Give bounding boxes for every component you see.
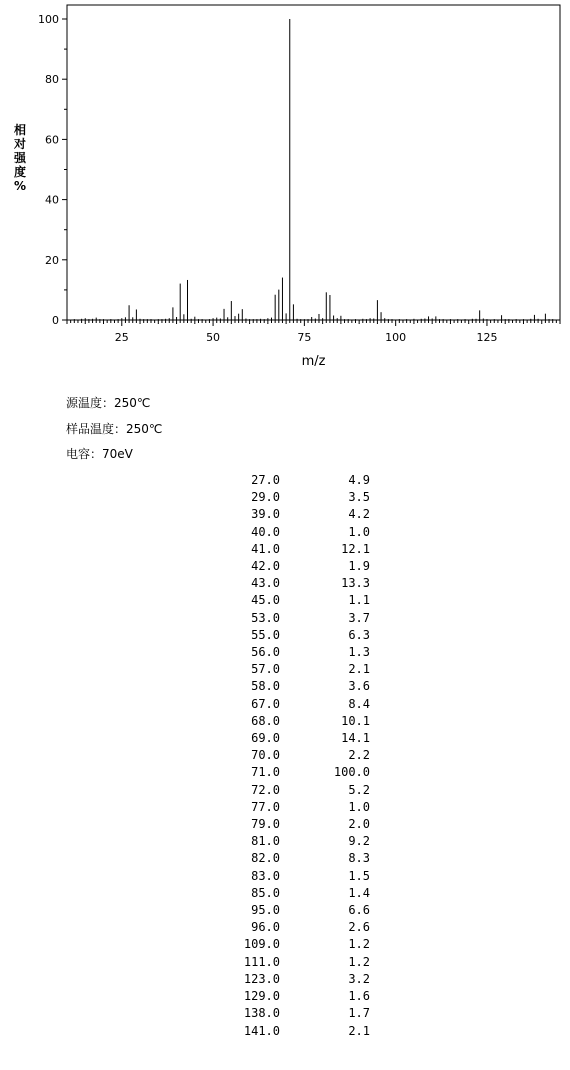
table-row (214, 713, 370, 730)
x-tick-label: 50 (206, 331, 221, 344)
peak-abundance: 2.1 (348, 1023, 370, 1038)
table-row (214, 1005, 370, 1022)
y-tick-label: 20 (45, 253, 59, 267)
table-row (214, 833, 370, 850)
peak-mz: 79.0 (251, 817, 280, 832)
table-row (214, 971, 370, 988)
plot-frame (67, 5, 560, 320)
peak-mz: 41.0 (251, 541, 280, 556)
y-tick-label: 0 (52, 314, 59, 327)
x-tick-label: 125 (476, 331, 498, 344)
sample-temperature: 样品温度：250℃ (66, 422, 163, 436)
peak-abundance: 2.6 (348, 920, 370, 935)
peak-abundance: 2.0 (348, 817, 370, 832)
table-row (214, 644, 370, 661)
peak-abundance: 14.1 (341, 731, 370, 746)
peak-abundance: 3.7 (348, 610, 370, 625)
table-row (214, 627, 370, 644)
peak-abundance: 4.9 (348, 473, 370, 487)
peak-mz: 53.0 (251, 610, 280, 625)
peak-mz: 123.0 (243, 971, 280, 986)
mass-spectrum-chart (0, 0, 570, 380)
table-row (214, 472, 370, 489)
peak-mz: 55.0 (251, 627, 280, 642)
peak-mz: 141.0 (243, 1023, 280, 1038)
source-temperature: 源温度：250℃ (66, 396, 151, 410)
peak-abundance: 1.9 (348, 559, 370, 574)
y-tick-label: 40 (45, 193, 59, 207)
table-row (214, 988, 370, 1005)
peak-mz: 77.0 (251, 799, 280, 814)
x-tick-label: 100 (385, 331, 407, 344)
peak-abundance: 1.1 (348, 593, 370, 608)
peak-mz: 39.0 (251, 507, 280, 522)
table-row (214, 1023, 370, 1040)
table-row (214, 696, 370, 713)
y-tick-label: 100 (38, 13, 59, 26)
table-row (214, 747, 370, 764)
table-row (214, 954, 370, 971)
peak-mz: 111.0 (243, 954, 280, 969)
table-row (214, 489, 370, 506)
peak-mz: 40.0 (251, 524, 280, 539)
peak-abundance: 8.3 (348, 851, 370, 866)
peak-mz: 72.0 (251, 782, 280, 797)
peak-mz: 109.0 (243, 937, 280, 952)
peak-abundance: 1.0 (348, 799, 370, 814)
table-row (214, 610, 370, 627)
table-row (214, 868, 370, 885)
x-tick-label: 75 (297, 331, 312, 344)
table-row (214, 506, 370, 523)
peak-abundance: 9.2 (348, 834, 370, 849)
peak-abundance: 6.3 (348, 627, 370, 642)
peak-abundance: 6.6 (348, 903, 370, 918)
table-row (214, 558, 370, 575)
table-row (214, 919, 370, 936)
peak-abundance: 1.3 (348, 645, 370, 660)
peak-mz: 68.0 (251, 713, 280, 728)
peak-mz: 85.0 (251, 885, 280, 900)
table-row (214, 936, 370, 953)
table-row (214, 816, 370, 833)
peak-abundance: 1.2 (348, 937, 370, 952)
peak-mz: 29.0 (251, 490, 280, 505)
table-row (214, 678, 370, 695)
table-row (214, 885, 370, 902)
table-row (214, 764, 370, 781)
peak-abundance: 3.6 (348, 679, 370, 694)
peak-abundance: 1.6 (348, 989, 370, 1004)
peak-mz: 67.0 (251, 696, 280, 711)
peak-mz: 42.0 (251, 559, 280, 574)
peak-mz: 82.0 (251, 851, 280, 866)
peak-abundance: 13.3 (341, 576, 370, 591)
peak-mz: 43.0 (251, 576, 280, 591)
peak-abundance: 3.2 (348, 971, 370, 986)
peak-mz: 70.0 (251, 748, 280, 763)
table-row (214, 782, 370, 799)
peak-abundance: 1.7 (348, 1006, 370, 1021)
peak-mz: 138.0 (243, 1006, 280, 1021)
peak-abundance: 8.4 (348, 696, 370, 711)
peak-mz: 56.0 (251, 645, 280, 660)
table-row (214, 850, 370, 867)
peak-abundance: 4.2 (348, 507, 370, 522)
table-row (214, 592, 370, 609)
peak-mz: 45.0 (251, 593, 280, 608)
peak-abundance: 10.1 (341, 713, 370, 728)
y-tick-label: 80 (45, 73, 59, 87)
peak-abundance: 1.2 (348, 954, 370, 969)
x-axis-label: m/z (301, 354, 326, 369)
peak-mz: 27.0 (251, 473, 280, 487)
table-row (214, 541, 370, 558)
peak-mz: 58.0 (251, 679, 280, 694)
peak-abundance: 2.1 (348, 662, 370, 677)
table-row (214, 730, 370, 747)
x-tick-label: 25 (114, 331, 129, 344)
peak-mz: 129.0 (243, 989, 280, 1004)
table-row (214, 524, 370, 541)
peak-mz: 69.0 (251, 731, 280, 746)
y-axis-label: 相对强度% (13, 123, 27, 193)
peak-abundance: 1.0 (348, 524, 370, 539)
table-row (214, 661, 370, 678)
y-tick-label: 60 (45, 133, 59, 147)
peak-abundance: 1.4 (348, 885, 370, 900)
peak-mz: 81.0 (251, 834, 280, 849)
peak-mz: 83.0 (251, 868, 280, 883)
peak-abundance: 5.2 (348, 782, 370, 797)
table-row (214, 902, 370, 919)
peak-mz: 96.0 (251, 920, 280, 935)
peak-mz: 57.0 (251, 662, 280, 677)
peak-mz: 95.0 (251, 903, 280, 918)
peak-abundance: 1.5 (348, 868, 370, 883)
peak-abundance: 100.0 (333, 765, 370, 780)
peak-abundance: 2.2 (348, 748, 370, 763)
peak-abundance: 3.5 (348, 490, 370, 505)
table-row (214, 799, 370, 816)
table-row (214, 575, 370, 592)
peak-mz: 71.0 (251, 765, 280, 780)
peak-table (214, 472, 370, 1040)
capacitance: 电容：70eV (66, 447, 133, 461)
peak-abundance: 12.1 (341, 541, 370, 556)
